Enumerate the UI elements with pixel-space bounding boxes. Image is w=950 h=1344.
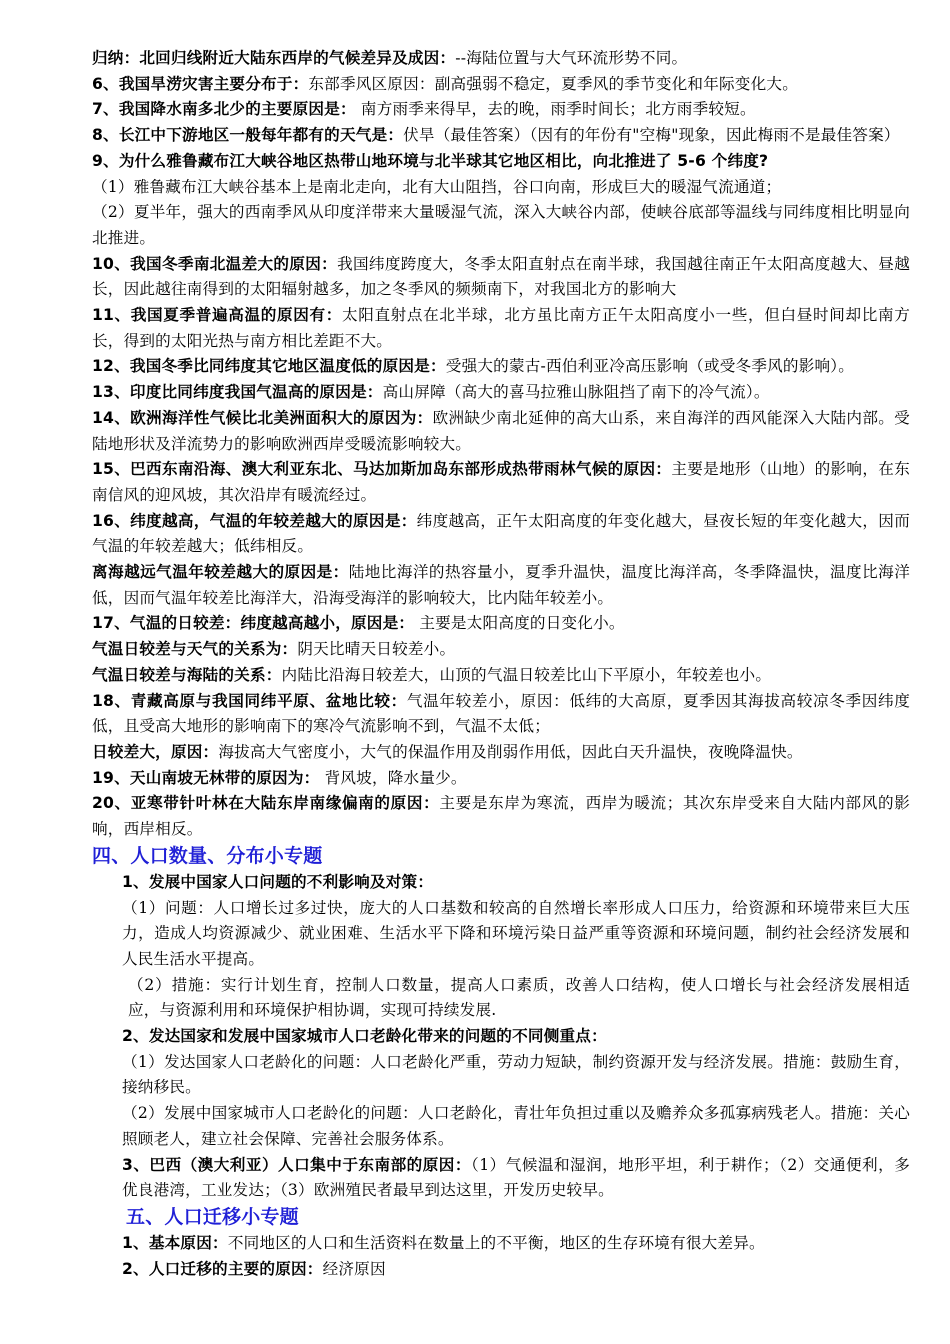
paragraph-label: 1、基本原因： — [122, 1233, 228, 1252]
paragraph-text: （1）气候温和湿润，地形平坦，利于耕作；（2）交通便利，多优良港湾，工业发达；（3）欧洲殖民者最早到达这里，开发历史较早。 — [122, 1155, 910, 1200]
paragraph-label: 日较差大，原因： — [92, 742, 219, 761]
geography-notes — [92, 46, 910, 843]
paragraph-text: 太阳直射点在北半球，北方虽比南方正午太阳高度小一些，但白昼时间却比南方长，得到的太阳光热与南方相比差距不大。 — [92, 306, 910, 350]
paragraph-label: 19、天山南坡无林带的原因为： — [92, 768, 320, 787]
paragraph — [92, 870, 910, 896]
paragraph-text: 背风坡，降水量少。 — [319, 768, 467, 787]
paragraph-text: （1）问题：人口增长过多过快，庞大的人口基数和较高的自然增长率形成人口压力，给资源和环境带来巨大压力，造成人均资源减少、就业困难、生活水平下降和环境污染日益严重等资源和环境问题，制约社会经济发展和人民生活水平提高。 — [122, 898, 910, 968]
paragraph — [92, 354, 910, 380]
paragraph — [92, 1231, 910, 1257]
paragraph — [92, 200, 910, 251]
paragraph-label: 16、纬度越高，气温的年较差越大的原因是： — [92, 511, 417, 530]
paragraph — [92, 303, 910, 354]
paragraph-label: 11、我国夏季普遍高温的原因有： — [92, 306, 342, 325]
paragraph-text: （2）夏半年，强大的西南季风从印度洋带来大量暖湿气流，深入大峡谷内部，使峡谷底部等温线与同纬度相比明显向北推进。 — [92, 203, 910, 247]
paragraph — [92, 766, 910, 792]
paragraph-label: 18、青藏高原与我国同纬平原、盆地比较： — [92, 691, 407, 710]
paragraph — [92, 740, 910, 766]
paragraph-text: （2）措施：实行计划生育，控制人口数量，提高人口素质，改善人口结构，使人口增长与社会经济发展相适应，与资源利用和环境保护相协调，实现可持续发展. — [128, 975, 910, 1020]
section-heading-population: 四、人口数量、分布小专题 — [92, 844, 323, 867]
paragraph-text: 东部季风区原因：副高强弱不稳定，夏季风的季节变化和年际变化大。 — [308, 74, 798, 93]
paragraph — [92, 637, 910, 663]
paragraph — [92, 149, 910, 175]
paragraph-text: 海拔高大气密度小，大气的保温作用及削弱作用低，因此白天升温快，夜晚降温快。 — [218, 742, 803, 761]
paragraph — [92, 97, 910, 123]
paragraph — [92, 1101, 910, 1152]
paragraph-label: 8、长江中下游地区一般每年都有的天气是： — [92, 126, 404, 145]
paragraph — [92, 380, 910, 406]
paragraph — [92, 663, 910, 689]
paragraph — [92, 46, 910, 72]
paragraph-label: 9、为什么雅鲁藏布江大峡谷地区热带山地环境与北半球其它地区相比，向北推进了 5-6 个纬度? — [92, 151, 769, 170]
paragraph-label: 7、我国降水南多北少的主要原因是： — [92, 100, 356, 119]
paragraph — [92, 457, 910, 508]
section-population-items — [92, 870, 910, 1204]
paragraph-text: 不同地区的人口和生活资料在数量上的不平衡，地区的生存环境有很大差异。 — [227, 1233, 765, 1252]
paragraph-text: 高山屏障（高大的喜马拉雅山脉阻挡了南下的冷气流）。 — [382, 383, 770, 402]
paragraph — [92, 1153, 910, 1204]
paragraph-label: 1、发展中国家人口问题的不利影响及对策： — [122, 872, 434, 891]
paragraph — [92, 252, 910, 303]
paragraph-text: （1）发达国家人口老龄化的问题：人口老龄化严重，劳动力短缺，制约资源开发与经济发展。措施：鼓励生育，接纳移民。 — [122, 1052, 910, 1097]
paragraph-label: 10、我国冬季南北温差大的原因： — [92, 254, 338, 273]
paragraph-label: 6、我国旱涝灾害主要分布于： — [92, 74, 309, 93]
paragraph-label: 归纳：北回归线附近大陆东西岸的气候差异及成因： — [92, 49, 456, 67]
paragraph-label: 14、欧洲海洋性气候比北美洲面积大的原因为： — [92, 408, 433, 427]
paragraph-label: 3、巴西（澳大利亚）人口集中于东南部的原因： — [122, 1155, 471, 1174]
paragraph — [92, 560, 910, 611]
paragraph-label: 15、巴西东南沿海、澳大利亚东北、马达加斯加岛东部形成热带雨林气候的原因： — [92, 460, 672, 479]
paragraph — [92, 791, 910, 842]
paragraph-label: 2、人口迁移的主要的原因： — [122, 1259, 323, 1278]
paragraph-text: 伏旱（最佳答案）（因有的年份有"空梅"现象，因此梅雨不是最佳答案） — [403, 126, 900, 145]
paragraph — [92, 689, 910, 740]
paragraph-label: 2、发达国家和发展中国家城市人口老龄化带来的问题的不同侧重点： — [122, 1027, 607, 1046]
paragraph-text: 纬度越高，正午太阳高度的年变化越大，昼夜长短的年变化越大，因而气温的年较差越大；低纬相反。 — [92, 511, 911, 556]
paragraph-label: 17、气温的日较差：纬度越高越小，原因是： — [92, 614, 415, 633]
paragraph-text: 主要是地形（山地）的影响，在东南信风的迎风坡，其次沿岸有暖流经过。 — [92, 460, 910, 504]
paragraph — [92, 72, 910, 98]
paragraph-label: 20、亚寒带针叶林在大陆东岸南缘偏南的原因： — [92, 794, 440, 813]
paragraph-text: （2）发展中国家城市人口老龄化的问题：人口老龄化，青壮年负担过重以及赡养众多孤寡病残老人。措施：关心照顾老人，建立社会保障、完善社会服务体系。 — [122, 1104, 910, 1148]
paragraph — [92, 123, 910, 149]
paragraph — [92, 175, 910, 201]
paragraph-text: 经济原因 — [322, 1259, 386, 1278]
paragraph — [92, 406, 910, 457]
paragraph-label: 离海越远气温年较差越大的原因是： — [92, 563, 349, 582]
paragraph — [92, 509, 910, 560]
section-heading-migration: 五、人口迁移小专题 — [126, 1205, 299, 1228]
paragraph-text: 内陆比沿海日较差大，山顶的气温日较差比山下平原小，年较差也小。 — [281, 665, 772, 684]
paragraph — [92, 1024, 910, 1050]
paragraph-text: --海陆位置与大气环流形势不同。 — [455, 49, 688, 67]
paragraph-text: （1）雅鲁藏布江大峡谷基本上是南北走向，北有大山阻挡，谷口向南，形成巨大的暖湿气流通道； — [92, 177, 782, 196]
paragraph — [92, 1257, 910, 1283]
paragraph-text: 陆地比海洋的热容量小，夏季升温快，温度比海洋高，冬季降温快，温度比海洋低，因而气温年较差比海洋大，沿海受海洋的影响较大，比内陆年较差小。 — [92, 563, 910, 607]
paragraph — [92, 611, 910, 637]
paragraph — [92, 1050, 910, 1101]
paragraph-text: 我国纬度跨度大，冬季太阳直射点在南半球，我国越往南正午太阳高度越大、昼越长，因此越往南得到的太阳辐射越多，加之冬季风的频频南下，对我国北方的影响大 — [92, 254, 910, 299]
paragraph-text: 受强大的蒙古-西伯利亚冷高压影响（或受冬季风的影响）。 — [445, 357, 855, 376]
paragraph-text: 欧洲缺少南北延伸的高大山系，来自海洋的西风能深入大陆内部。受陆地形状及洋流势力的影响欧洲西岸受暖流影响较大。 — [92, 408, 910, 453]
paragraph-text: 主要是东岸为寒流，西岸为暖流；其次东岸受来自大陆内部风的影响，西岸相反。 — [92, 794, 910, 839]
paragraph-text: 南方雨季来得早，去的晚，雨季时间长；北方雨季较短。 — [355, 100, 756, 119]
paragraph-label: 13、印度比同纬度我国气温高的原因是： — [92, 383, 383, 402]
paragraph-label: 12、我国冬季比同纬度其它地区温度低的原因是： — [92, 357, 446, 376]
paragraph — [92, 973, 910, 1024]
paragraph-text: 阴天比晴天日较差小。 — [297, 640, 456, 659]
paragraph — [92, 896, 910, 973]
section-migration-items — [92, 1231, 910, 1282]
paragraph-label: 气温日较差与天气的关系为： — [92, 640, 298, 659]
paragraph-text: 主要是太阳高度的日变化小。 — [414, 614, 625, 633]
paragraph-text: 气温年较差小，原因：低纬的大高原，夏季因其海拔高较凉冬季因纬度低，且受高大地形的影响南下的寒冷气流影响不到，气温不太低； — [92, 691, 910, 736]
paragraph-label: 气温日较差与海陆的关系： — [92, 665, 282, 684]
